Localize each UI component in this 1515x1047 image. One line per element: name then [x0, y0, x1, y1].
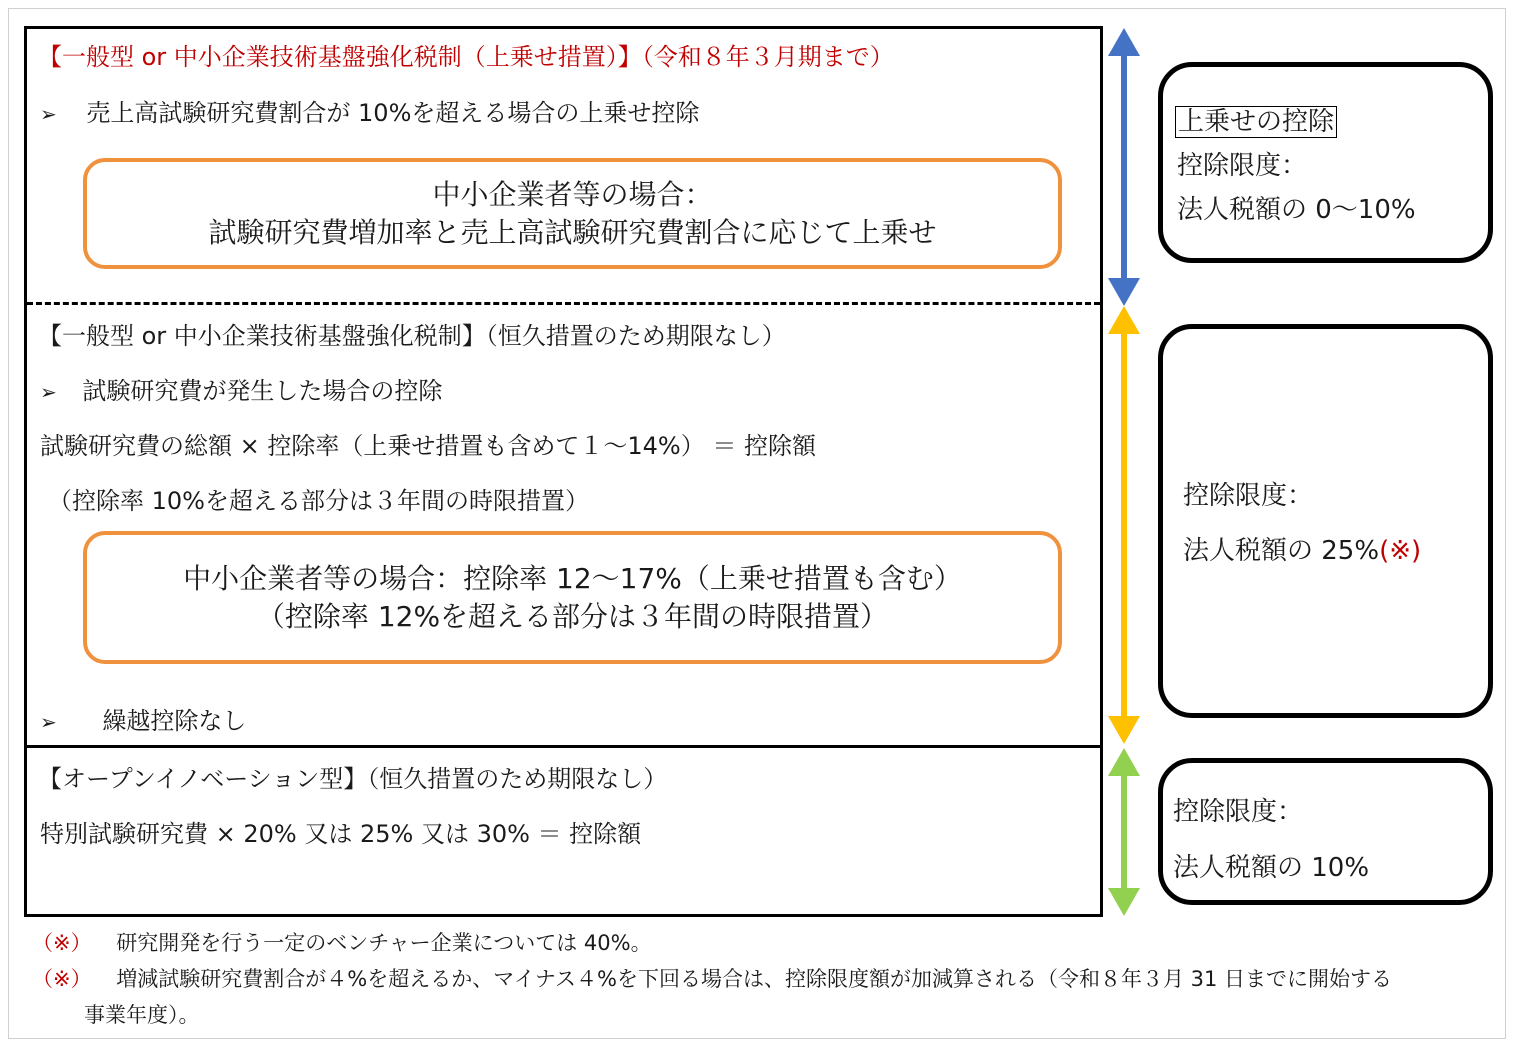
side2-label: 控除限度：	[1183, 481, 1314, 511]
section1-sme-line1: 中小企業者等の場合：	[432, 177, 713, 211]
section3-formula: 特別試験研究費 × 20% 又は 25% 又は 30% ＝ 控除額	[40, 820, 642, 848]
section1-bullet-text: 売上高試験研究費割合が 10%を超える場合の上乗せ控除	[86, 99, 700, 127]
footnote-1-text: 研究開発を行う一定のベンチャー企業については 40%。	[116, 931, 652, 955]
side2-value: 法人税額の 25%	[1183, 536, 1380, 566]
section2-sme-line2: （控除率 12%を超える部分は３年間の時限措置）	[256, 599, 889, 633]
section1-sme-line2: 試験研究費増加率と売上高試験研究費割合に応じて上乗せ	[208, 215, 937, 249]
bullet-arrow-icon: ➢	[40, 102, 57, 126]
section2-title: 【一般型 or 中小企業技術基盤強化税制】（恒久措置のため期限なし）	[38, 322, 786, 350]
section1-title	[38, 42, 894, 72]
section1-title-red: 【一般型 or 中小企業技術基盤強化税制（上乗せ措置）】	[38, 43, 642, 71]
arrow-upper-icon	[1104, 28, 1144, 306]
footnote-2-text: 増減試験研究費割合が４%を超えるか、マイナス４%を下回る場合は、控除限度額が加減算される（令和８年３月 31 日までに開始する	[116, 967, 1393, 991]
section2-sme-line1: 中小企業者等の場合：控除率 12～17%（上乗せ措置も含む）	[183, 561, 962, 595]
footnote-1-mark: （※）	[32, 931, 92, 955]
arrow-lower-icon	[1104, 748, 1144, 916]
side-box-upper	[1158, 62, 1493, 263]
footnote-1	[32, 928, 652, 958]
side-box-middle	[1158, 324, 1493, 718]
section3-title: 【オープンイノベーション型】（恒久措置のため期限なし）	[38, 765, 668, 793]
section2-formula: 試験研究費の総額 × 控除率（上乗せ措置も含めて１～14%） ＝ 控除額	[40, 432, 816, 460]
side3-label: 控除限度：	[1173, 797, 1304, 827]
section2-sme-box	[83, 531, 1062, 664]
section-divider-dashed	[27, 302, 1100, 305]
section2-bullet2-text: 繰越控除なし	[102, 707, 247, 735]
side-box-lower	[1158, 758, 1493, 905]
section2-bullet-line	[40, 376, 442, 407]
footnote-2-mark: （※）	[32, 967, 92, 991]
side2-mark: (※)	[1379, 536, 1422, 566]
bullet-arrow-icon: ➢	[40, 380, 57, 404]
arrow-middle-icon	[1104, 306, 1144, 744]
section2-bullet-text: 試験研究費が発生した場合の控除	[82, 377, 443, 405]
section1-sme-box	[83, 158, 1062, 269]
side2-value-line	[1183, 536, 1421, 566]
section1-bullet-line	[40, 98, 699, 129]
section1-title-rest: （令和８年３月期まで）	[641, 43, 894, 71]
bullet-arrow-icon: ➢	[40, 710, 57, 734]
side1-value: 法人税額の 0～10%	[1177, 195, 1416, 225]
section2-bullet2-line	[40, 706, 246, 737]
section2-note: （控除率 10%を超える部分は３年間の時限措置）	[48, 487, 589, 515]
footnote-2-cont: 事業年度）。	[84, 1003, 200, 1027]
footnote-2	[32, 964, 1392, 994]
side1-heading: 上乗せの控除	[1175, 107, 1337, 137]
side3-value: 法人税額の 10%	[1173, 853, 1370, 883]
side1-label: 控除限度：	[1177, 151, 1308, 181]
